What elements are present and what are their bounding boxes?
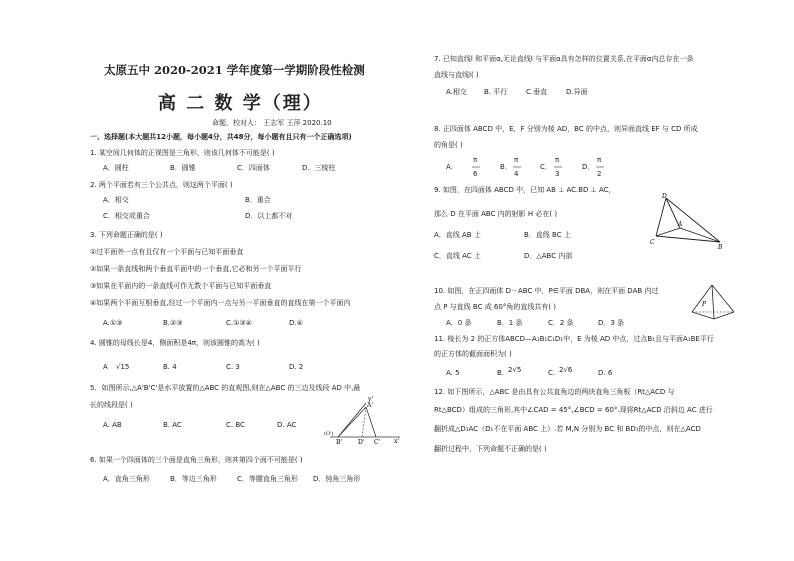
option-b-num: π: [514, 156, 519, 164]
label-d: D: [662, 193, 667, 200]
tetrahedron-figure: [648, 190, 728, 250]
option-a: A．0 条: [446, 319, 472, 327]
option-b: B．等边三角形: [170, 475, 217, 483]
option-b-value: 2√5: [508, 366, 522, 374]
question-stem: 9. 如图，在四面体 ABCD 中，已知 AB ⊥ AC.BD ⊥ AC，: [434, 186, 616, 194]
option-c: C．直线 AC 上: [434, 252, 481, 260]
question-stem: 3. 下列命题正确的是( ): [90, 231, 163, 239]
option-b: B. 平行: [484, 88, 508, 96]
option-c-den: 3: [555, 170, 560, 178]
question-stem: 4. 圆锥的母线长是4，侧面积是4π，则该圆锥的高为( ): [90, 339, 260, 347]
option-d: D．钝角三角形: [313, 475, 361, 483]
question-stem: 11. 棱长为 2 的正方体ABCD—A₁B₁C₁D₁中，E 为棱 AD 中点，过点B₁且与平面A₁BE平行: [434, 335, 714, 343]
option-d-num: π: [597, 156, 602, 164]
statement-2: ②如果一条直线和两个垂直平面中的一个垂直,它必和另一个平面平行: [90, 265, 302, 273]
option-c: C.: [548, 369, 556, 377]
option-b: B.: [497, 369, 505, 377]
option-b: B．1 条: [497, 319, 523, 327]
question-stem: 12. 如下图所示，△ABC 是由具有公共直角边的两块直角三角板（Rt△ACD 与: [434, 388, 675, 396]
question-stem: 8. 正四面体 ABCD 中，E，F 分别为棱 AD，BC 的中点，则异面直线 EF 与 CD 所成: [434, 125, 698, 133]
option-d: D．△ABC 内部: [524, 252, 573, 260]
option-a: A. 5: [446, 369, 460, 377]
option-b: B. AC: [163, 421, 182, 429]
option-d-den: 2: [597, 170, 602, 178]
question-stem-cont: 那么 D 在平面 ABC 内的射影 H 必在( ): [434, 210, 558, 218]
label-y: y': [368, 396, 374, 403]
question-stem-cont: 直线与直线l( ): [434, 71, 479, 79]
option-d: D.④: [289, 319, 303, 327]
statement-4: ④如果两个平面互相垂直,经过一个平面内一点与另一平面垂直的直线在第一个平面内: [90, 299, 351, 307]
option-c: C．: [540, 163, 552, 171]
label-o: (O'): [324, 431, 334, 437]
option-d: D．: [582, 163, 595, 171]
option-a: A: [103, 363, 108, 371]
option-b: B．圆锥: [170, 164, 196, 172]
option-d: D.异面: [566, 88, 588, 96]
option-d: D．以上都不对: [245, 212, 293, 220]
question-stem-cont: 的角是( ): [434, 141, 463, 149]
question-stem: 1. 某空间几何体的正视图是三角形，则该几何体不可能是( ): [90, 149, 275, 157]
option-a: A．圆柱: [103, 164, 129, 172]
question-stem: 5．如图所示,△A'B'C'是水平放置的△ABC 的直观图,则在△ABC 的三边及线段 AD 中,最: [90, 384, 361, 392]
section-heading: 一、选择题(本大题共12小题，每小题4分，共48分，每小题有且只有一个正确选项): [90, 133, 352, 141]
option-d: D. 2: [289, 363, 304, 371]
question-stem: 7. 已知直线l 和平面α,无论直线l 与平面α具有怎样的位置关系,在平面α内总存在一条: [434, 55, 694, 63]
option-c: C.垂直: [526, 88, 548, 96]
option-a: A．直线 AB 上: [434, 231, 481, 239]
question-stem-cont: 长的线段是( ): [90, 401, 133, 409]
option-a: A.①③: [103, 319, 123, 327]
regular-tetrahedron-figure: [688, 282, 738, 322]
option-d: D. AC: [277, 421, 297, 429]
oblique-projection-figure: [322, 395, 402, 445]
label-c: C: [650, 239, 655, 246]
subject-title: 高 二 数 学（理）: [158, 93, 323, 114]
option-a: A．: [446, 163, 458, 171]
option-c: C．2 条: [548, 319, 574, 327]
option-a-num: π: [473, 156, 478, 164]
question-stem-cont: 翻折过程中，下列命题不正确的是( ): [434, 445, 547, 453]
question-stem: 2. 两个平面若有三个公共点，则这两个平面( ): [90, 181, 233, 189]
option-c: C. BC: [226, 421, 245, 429]
label-a: A': [367, 402, 373, 409]
option-a: A.相交: [446, 88, 467, 96]
option-b: B．: [500, 163, 512, 171]
option-c: C.①③④: [226, 319, 252, 327]
option-b: B.②③: [163, 319, 183, 327]
option-b: B．重合: [245, 196, 271, 204]
question-stem: 10. 如图，在正四面体 D－ABC 中，P∈平面 DBA，则在平面 DAB 内过: [434, 287, 659, 295]
label-b: B: [718, 244, 723, 250]
option-b: B. 4: [163, 363, 177, 371]
option-c: C．等腰直角三角形: [237, 475, 298, 483]
option-a: A．相交: [103, 196, 129, 204]
statement-3: ③如果在平面内的一条直线可作无数个平面与已知平面垂直: [90, 282, 272, 290]
option-a: A．直角三角形: [103, 475, 150, 483]
option-d: D．三棱柱: [302, 164, 336, 172]
option-d: D. 6: [598, 369, 613, 377]
label-x: x': [394, 438, 400, 445]
option-a: A. AB: [103, 421, 122, 429]
question-stem-cont: Rt△BCD）组成的三角形,其中∠CAD = 45°,∠BCD = 60°.现将Rt△ACD 沿斜边 AC 进行: [434, 406, 713, 414]
label-c: C': [374, 439, 381, 445]
fraction-bars: [470, 165, 610, 169]
option-a-den: 6: [473, 170, 478, 178]
author-meta: 命题、校对人： 王志军 王萍 2020.10: [212, 119, 332, 127]
question-stem-cont: 翻折成△D₁AC（D₁不在平面 ABC 上）.若 M,N 分别为 BC 和 BD₁的中点，则在△ACD: [434, 425, 701, 433]
label-a: A: [678, 221, 683, 228]
option-c: C．相交或重合: [103, 212, 150, 220]
statement-1: ①过平面外一点有且仅有一个平面与已知平面垂直: [90, 248, 244, 256]
option-d: D．3 条: [598, 319, 625, 327]
option-b: B．直线 BC 上: [524, 231, 571, 239]
option-c: C. 3: [226, 363, 240, 371]
question-stem-cont: 点 P 与直线 BC 成 60°角的直线共有( ): [434, 303, 557, 311]
question-stem: 6. 如果一个四面体的三个面是直角三角形，则其第四个面不可能是( ): [90, 456, 303, 464]
option-c: C．四面体: [237, 164, 270, 172]
label-b: B': [336, 439, 343, 445]
option-c-value: 2√6: [559, 366, 573, 374]
option-b-den: 4: [514, 170, 519, 178]
option-c-num: π: [555, 156, 560, 164]
option-a-value: √15: [116, 363, 130, 371]
exam-title: 太原五中 2020-2021 学年度第一学期阶段性检测: [104, 63, 365, 77]
question-stem-cont: 的正方体的截面面积为( ): [434, 350, 512, 358]
label-d: D': [358, 439, 365, 445]
label-p: P: [702, 301, 707, 308]
